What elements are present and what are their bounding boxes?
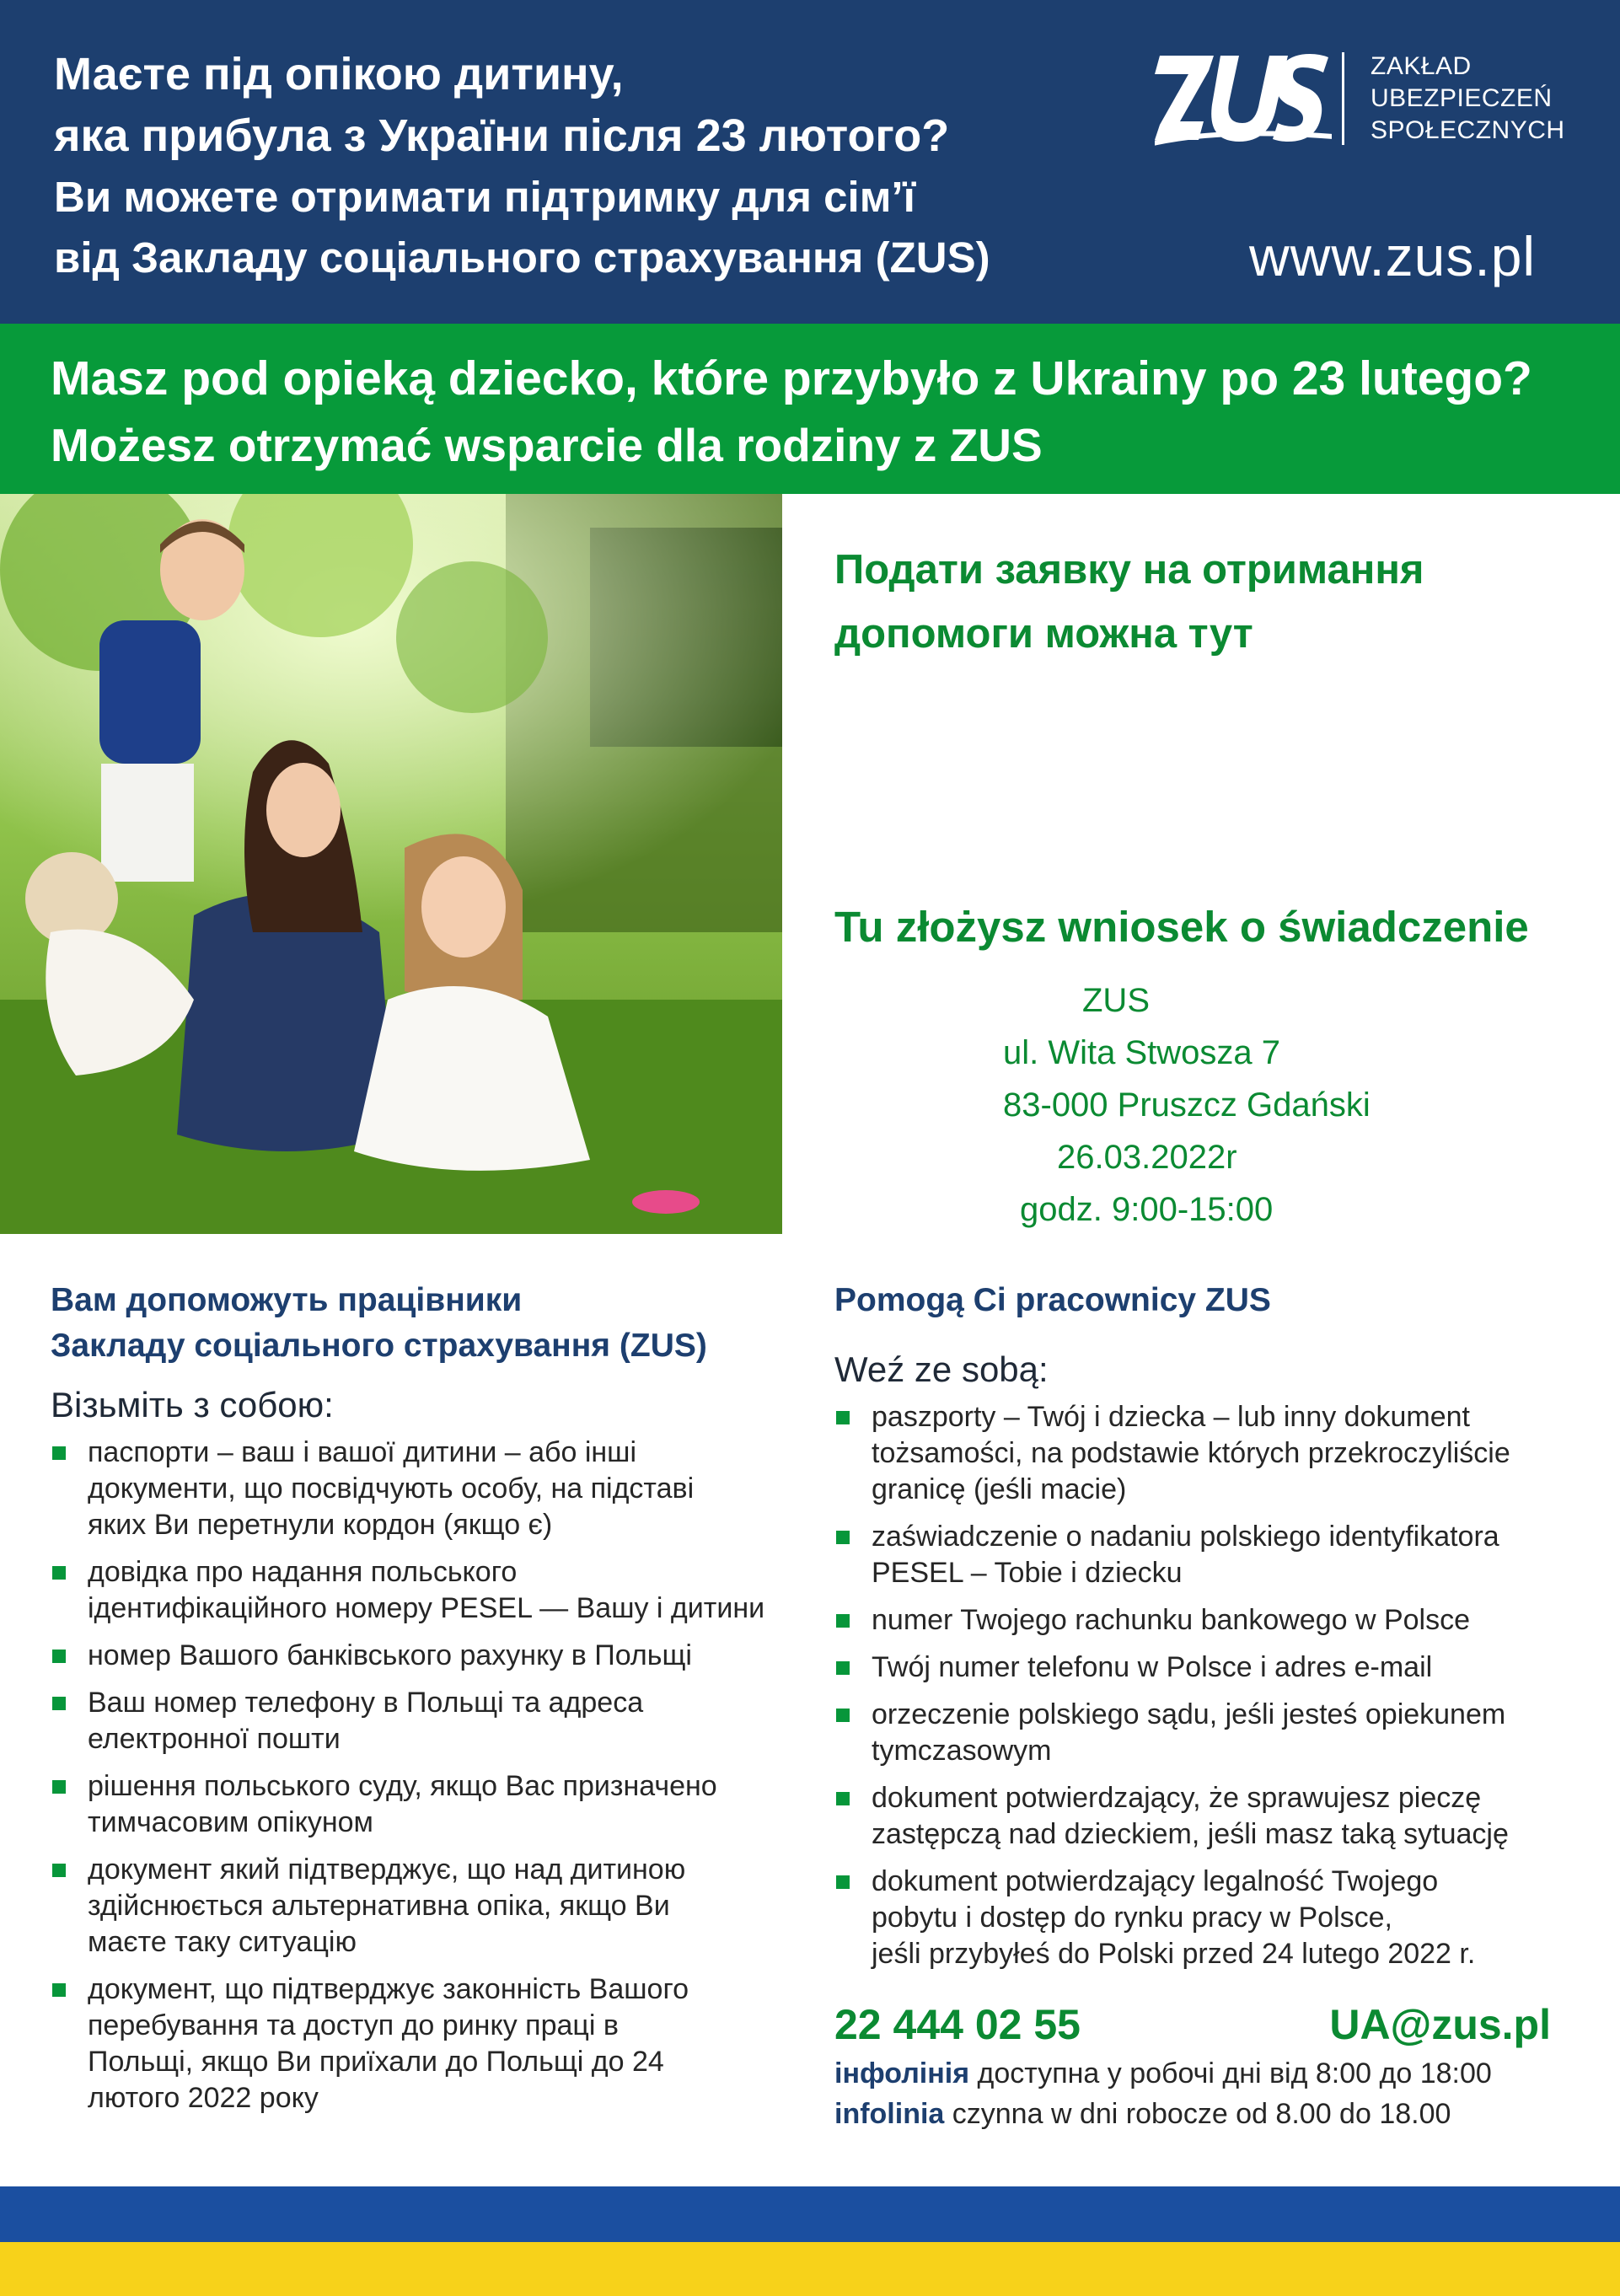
ua-take-label: Візьміть з собою: (51, 1385, 334, 1424)
list-item-line: документ, що підтверджує законність Вашого (88, 1973, 689, 2005)
uk-title-line: Маєте під опікою дитину, (54, 49, 624, 99)
pl-requirement-item (834, 1697, 1576, 1769)
ua-requirements-list (51, 1435, 801, 2116)
list-item-line: документ який підтверджує, що над дитиною (88, 1853, 686, 1886)
family-photo (0, 494, 782, 1234)
list-item-line: zaświadczenie o nadaniu polskiego identyfikatora (872, 1521, 1499, 1553)
uk-title (54, 44, 1183, 167)
address-line: 83-000 Pruszcz Gdański (1003, 1086, 1371, 1124)
ua-requirement-item (51, 1685, 801, 1757)
ua-requirement-item (51, 1971, 801, 2116)
ua-requirements-heading (51, 1278, 801, 1369)
list-item-line: тимчасовим опікуном (88, 1806, 373, 1838)
list-item-line: zastępczą nad dzieckiem, jeśli masz taką sytuację (872, 1818, 1509, 1850)
pl-infoline-text: czynna w dni robocze od 8.00 do 18.00 (944, 2098, 1451, 2130)
pl-requirement-item (834, 1519, 1576, 1591)
address-line: 26.03.2022r (1057, 1139, 1237, 1176)
uk-title-line: яка прибула з України після 23 лютого? (54, 110, 950, 161)
bullet-icon (52, 1446, 66, 1460)
pl-subtitle: Możesz otrzymać wsparcie dla rodziny z ZUS (51, 419, 1043, 471)
pl-requirement-item (834, 1650, 1576, 1686)
pl-requirements (834, 1278, 1576, 1983)
website-link[interactable]: www.zus.pl (1249, 225, 1537, 287)
list-item-line: лютого 2022 року (88, 2082, 319, 2114)
list-item-line: tymczasowym (872, 1735, 1052, 1767)
bullet-icon (836, 1792, 850, 1805)
pl-requirements-heading: Pomogą Ci pracownicy ZUS (834, 1282, 1271, 1318)
ua-requirement-item (51, 1768, 801, 1841)
bullet-icon (52, 1650, 66, 1663)
list-item-line: pobytu i dostęp do rynku pracy w Polsce, (872, 1902, 1392, 1934)
bullet-icon (52, 1566, 66, 1580)
list-item-line: Польщі, якщо Ви приїхали до Польщі до 24 (88, 2046, 664, 2078)
heading-line: Закладу соціального страхування (ZUS) (51, 1328, 707, 1364)
list-item-line: PESEL – Tobie i dziecku (872, 1557, 1183, 1589)
list-item-line: Twój numer telefonu w Polsce i adres e-mail (872, 1651, 1433, 1683)
uk-subtitle-line: від Закладу соціального страхування (ZUS) (54, 233, 990, 282)
list-item-line: tożsamości, na podstawie których przekroczyliście (872, 1437, 1510, 1469)
ua-requirement-item (51, 1638, 801, 1674)
bullet-icon (836, 1531, 850, 1544)
pl-title: Masz pod opieką dziecko, które przybyło z Ukrainy po 23 lutego? (51, 351, 1532, 405)
logo-divider (1342, 52, 1344, 145)
pl-infoline-label: infolinia (834, 2098, 945, 2130)
list-item-line: dokument potwierdzający legalność Twojego (872, 1865, 1439, 1897)
list-item-line: Ваш номер телефону в Польщі та адреса (88, 1687, 644, 1719)
email-address[interactable]: UA@zus.pl (1329, 2001, 1551, 2048)
pl-requirements-list (834, 1399, 1576, 1972)
flag-yellow-stripe (0, 2242, 1620, 2296)
list-item-line: яких Ви перетнули кордон (якщо є) (88, 1509, 553, 1541)
uk-subtitle-line: Ви можете отримати підтримку для сім’ї (54, 173, 915, 221)
bullet-icon (836, 1661, 850, 1675)
list-item-line: рішення польського суду, якщо Вас призначено (88, 1770, 717, 1802)
list-item-line: granicę (jeśli macie) (872, 1473, 1127, 1505)
ua-requirement-item (51, 1852, 801, 1961)
list-item-line: електронної пошти (88, 1723, 341, 1755)
list-item-line: здійснюється альтернативна опіка, якщо Ви (88, 1890, 670, 1922)
list-item-line: jeśli przybyłeś do Polski przed 24 lutego 2022 r. (872, 1938, 1476, 1970)
flag-blue-stripe (0, 2186, 1620, 2242)
logo-institution-name (1371, 51, 1565, 147)
bullet-icon (52, 1697, 66, 1710)
address-line: ZUS (1082, 982, 1150, 1019)
list-item-line: довідка про надання польського (88, 1556, 518, 1588)
list-item-line: маєте таку ситуацію (88, 1926, 357, 1958)
office-address (978, 974, 1399, 1236)
heading-line: Вам допоможуть працівники (51, 1282, 523, 1318)
list-item-line: документи, що посвідчують особу, на підставі (88, 1473, 695, 1505)
logo-name-line: UBEZPIECZEŃ (1371, 84, 1553, 112)
bullet-icon (52, 1864, 66, 1877)
pl-requirement-item (834, 1780, 1576, 1853)
ua-apply-heading (834, 538, 1576, 666)
pl-take-label: Weź ze sobą: (834, 1349, 1049, 1389)
header-banner (0, 0, 1620, 324)
family-photo-icon (0, 494, 782, 1234)
ua-infoline-text: доступна у робочі дні від 8:00 до 18:00 (969, 2057, 1492, 2089)
pl-infoline (834, 2095, 1451, 2132)
pl-requirement-item (834, 1399, 1576, 1508)
bullet-icon (52, 1983, 66, 1997)
address-line: godz. 9:00-15:00 (1020, 1191, 1274, 1228)
logo-name-line: SPOŁECZNYCH (1371, 116, 1565, 144)
zus-logo-icon (1155, 49, 1332, 148)
list-item-line: перебування та доступ до ринку праці в (88, 2009, 619, 2041)
pl-requirement-item (834, 1602, 1576, 1639)
address-line: ul. Wita Stwosza 7 (1003, 1034, 1281, 1071)
bullet-icon (836, 1411, 850, 1424)
header-text (54, 44, 1183, 288)
ua-apply-line: допомоги можна тут (834, 611, 1253, 657)
ua-requirement-item (51, 1435, 801, 1543)
ua-infoline (834, 2055, 1492, 2092)
ua-requirements (51, 1278, 801, 2127)
ua-requirement-item (51, 1554, 801, 1627)
bullet-icon (836, 1709, 850, 1722)
pl-apply-heading: Tu złożysz wniosek o świadczenie (834, 903, 1529, 951)
list-item-line: numer Twojego rachunku bankowego w Polsce (872, 1604, 1471, 1636)
ua-infoline-label: інфолінія (834, 2057, 970, 2089)
polish-banner (0, 324, 1620, 494)
ua-apply-line: Подати заявку на отримання (834, 547, 1424, 593)
zus-logo (1155, 49, 1576, 148)
list-item-line: orzeczenie polskiego sądu, jeśli jesteś opiekunem (872, 1698, 1506, 1730)
list-item-line: paszporty – Twój i dziecka – lub inny dokument (872, 1401, 1470, 1433)
logo-name-line: ZAKŁAD (1371, 52, 1472, 80)
list-item-line: номер Вашого банківського рахунку в Польщі (88, 1639, 692, 1671)
list-item-line: паспорти – ваш і вашої дитини – або інші (88, 1436, 637, 1468)
list-item-line: ідентифікаційного номеру PESEL — Вашу і дитини (88, 1592, 765, 1624)
phone-number[interactable]: 22 444 02 55 (834, 2001, 1081, 2048)
list-item-line: dokument potwierdzający, że sprawujesz pieczę (872, 1782, 1482, 1814)
bullet-icon (836, 1614, 850, 1628)
bullet-icon (836, 1875, 850, 1889)
bullet-icon (52, 1780, 66, 1794)
pl-requirement-item (834, 1864, 1576, 1972)
uk-subtitle (54, 167, 1183, 288)
